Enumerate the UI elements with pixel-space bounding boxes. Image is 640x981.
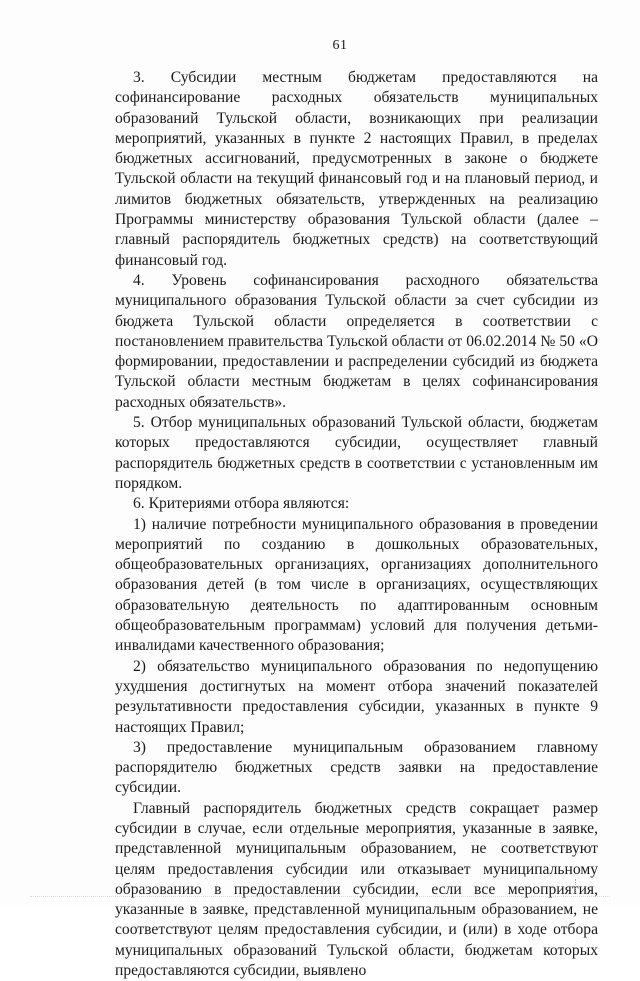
paragraph-3-subsidies: 3. Субсидии местным бюджетам предоставляются на софинансирование расходных обязательств муниципальных образований Тульской области, возникающих при реализации мероприятий, указанных в пункте 2 настоящих Правил, в пределах бюджетных ассигнований, предусмотренных в законе о бюджете Тульской области на текущий финансовый год и на плановый период, и лимитов бюджетных обязательств, утвержденных на реализацию Программы министерству образования Тульской области (далее – главный распорядитель бюджетных средств) на соответствующий финансовый год. xyxy=(115,69,598,269)
paragraph-5-selection: 5. Отбор муниципальных образований Тульской области, бюджетам которых предоставляются субсидии, осуществляет главный распорядитель бюджетных средств в соответствии с установленным им порядком. xyxy=(115,414,598,492)
paragraph-reduction: Главный распорядитель бюджетных средств сокращает размер субсидии в случае, если отдельные мероприятия, указанные в заявке, представленной муниципальным образованием, не соответствуют целям предоставления субсидии или отказывает муниципальному образованию в предоставлении субсидии, если все мероприятия, указанные в заявке, представленной муниципальным образованием, не соответствуют целям предоставления субсидии, и (или) в ходе отбора муниципальных образований Тульской области, бюджетам которых предоставляются субсидии, выявлено xyxy=(115,799,598,980)
criterion-1: 1) наличие потребности муниципального образования в проведении мероприятий по созданию в дошкольных образовательных, общеобразовательных организациях, организациях дополнительного образования детей (в том числе в организациях, осуществляющих образовательную деятельность по адаптированным основным общеобразовательным программам) условий для получения детьми-инвалидами качественного образования; xyxy=(115,515,598,655)
criterion-3: 3) предоставление муниципальным образованием главному распорядителю бюджетных средств заявки на предоставление субсидии. xyxy=(115,738,598,797)
document-body xyxy=(115,68,598,981)
scan-artifact-line xyxy=(30,894,610,897)
criterion-2: 2) обязательство муниципального образования по недопущению ухудшения достигнутых на момент отбора значений показателей результативности предоставления субсидии, указанных в пункте 9 настоящих Правил; xyxy=(115,657,598,736)
page-number: 61 xyxy=(332,38,348,53)
paragraph-6-criteria-heading: 6. Критериями отбора являются: xyxy=(133,495,350,513)
paragraph-4-cofinancing-level: 4. Уровень софинансирования расходного обязательства муниципального образования Тульской области за счет субсидии из бюджета Тульской области определяется в соответствии с постановлением правительства Тульской области от 06.02.2014 № 50 «О формировании, предоставлении и распределении субсидий из бюджета Тульской области местным бюджетам в целях софинансирования расходных обязательств». xyxy=(115,271,598,411)
scan-artifact-mark xyxy=(575,879,578,893)
